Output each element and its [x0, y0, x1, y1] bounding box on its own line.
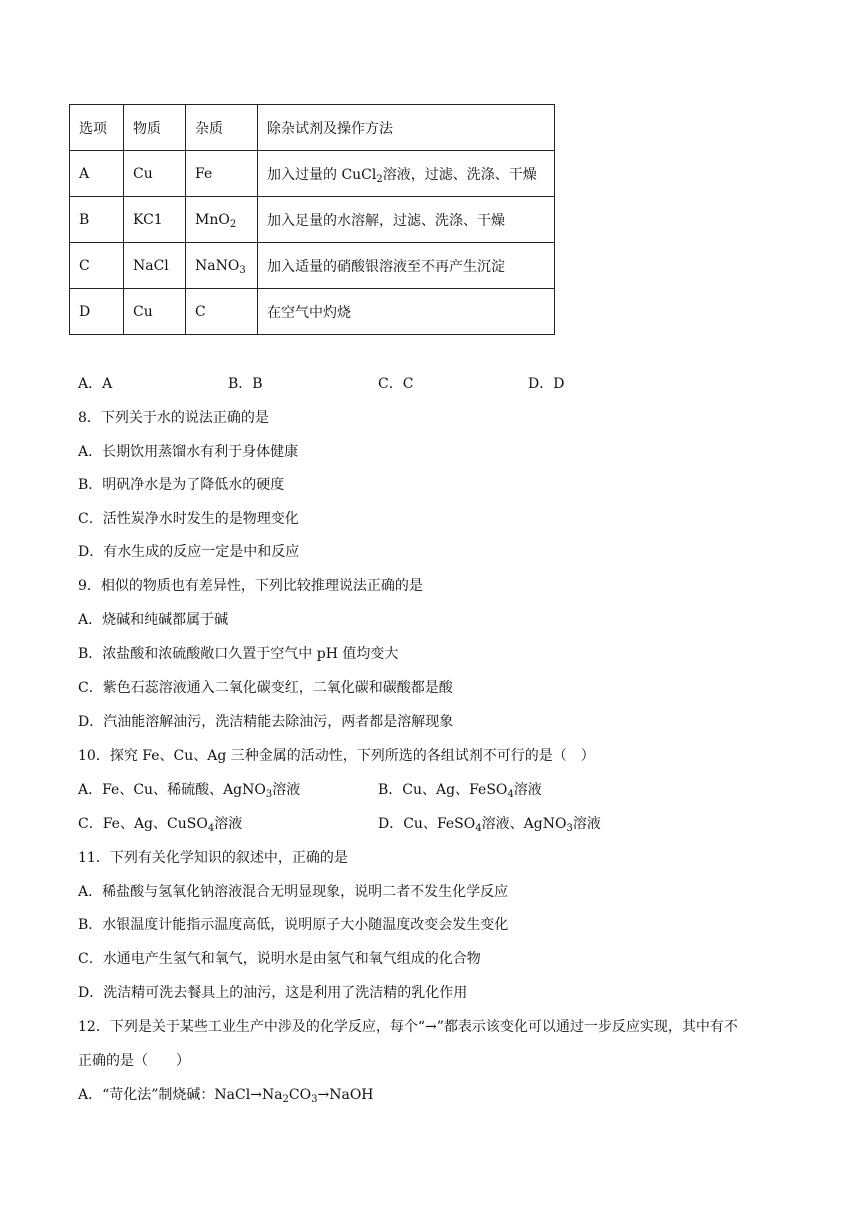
- subscript: 3: [566, 823, 573, 834]
- subscript: 4: [207, 823, 215, 834]
- q10-option-b: [378, 780, 542, 800]
- subscript: 4: [475, 823, 482, 834]
- q8-option-a: A．长期饮用蒸馏水有利于身体健康: [78, 444, 299, 460]
- cell-method: [258, 151, 555, 197]
- q7-option-d: D．D: [528, 376, 565, 392]
- q7-option-a: A．A: [78, 376, 113, 392]
- option-text: 溶液: [572, 816, 601, 832]
- method-text: 溶液，过滤、洗涤、干燥: [382, 166, 537, 183]
- cell-method: 加入足量的水溶解，过滤、洗涤、干燥: [258, 197, 555, 243]
- cell-impurity: [186, 197, 258, 243]
- table-row: [70, 151, 555, 197]
- cell-substance: Cu: [124, 289, 186, 335]
- option-text: 溶液: [272, 782, 301, 798]
- purification-options-table: [69, 104, 555, 335]
- header-impurity: 杂质: [186, 105, 258, 151]
- option-text: A．Fe、Cu、稀硫酸、AgNO: [78, 782, 266, 798]
- q11-option-c: C．水通电产生氢气和氧气，说明水是由氢气和氧气组成的化合物: [78, 951, 481, 967]
- table-row: [70, 197, 555, 243]
- table-row: [70, 243, 555, 289]
- subscript: 3: [265, 789, 273, 800]
- cell-impurity: Fe: [186, 151, 258, 197]
- cell-option: C: [70, 243, 124, 289]
- cell-option: B: [70, 197, 124, 243]
- option-text: →NaOH: [317, 1087, 374, 1103]
- q7-option-b: B．B: [228, 376, 263, 392]
- q7-option-c: C．C: [378, 376, 414, 392]
- q9-stem: 9．相似的物质也有差异性，下列比较推理说法正确的是: [78, 578, 423, 594]
- q11-option-d: D．洗洁精可洗去餐具上的油污，这是利用了洗洁精的乳化作用: [78, 985, 468, 1001]
- cell-method: 加入适量的硝酸银溶液至不再产生沉淀: [258, 243, 555, 289]
- option-text: B．Cu、Ag、FeSO: [378, 782, 508, 798]
- q9-option-b: B．浓盐酸和浓硫酸敞口久置于空气中 pH 值均变大: [78, 646, 399, 662]
- subscript: 2: [376, 173, 383, 185]
- q11-stem: 11．下列有关化学知识的叙述中，正确的是: [78, 850, 348, 866]
- q9-option-a: A．烧碱和纯碱都属于碱: [78, 612, 229, 628]
- subscript: 2: [229, 218, 237, 230]
- option-text: A．“苛化法”制烧碱：NaCl→Na: [78, 1087, 283, 1103]
- q10-stem: 10．探究 Fe、Cu、Ag 三种金属的活动性，下列所选的各组试剂不可行的是（ ）: [78, 748, 595, 764]
- table-row: [70, 289, 555, 335]
- q8-option-c: C．活性炭净水时发生的是物理变化: [78, 511, 299, 527]
- method-text: 加入过量的 CuCl: [267, 166, 377, 183]
- q10-option-c: [78, 814, 242, 834]
- cell-method: 在空气中灼烧: [258, 289, 555, 335]
- q8-option-d: D．有水生成的反应一定是中和反应: [78, 544, 300, 560]
- cell-substance: Cu: [124, 151, 186, 197]
- cell-impurity: [186, 243, 258, 289]
- subscript: 4: [507, 789, 514, 800]
- impurity-text: MnO: [195, 211, 230, 228]
- q9-option-c: C．紫色石蕊溶液通入二氧化碳变红，二氧化碳和碳酸都是酸: [78, 680, 453, 696]
- header-option: 选项: [70, 105, 124, 151]
- cell-option: D: [70, 289, 124, 335]
- option-text: CO: [288, 1087, 312, 1103]
- q8-stem: 8．下列关于水的说法正确的是: [78, 410, 269, 426]
- option-text: 溶液、AgNO: [481, 816, 567, 832]
- q12-stem-line1: 12．下列是关于某些工业生产中涉及的化学反应，每个“→”都表示该变化可以通过一步反应实现，其中有不: [78, 1019, 738, 1035]
- table-header-row: [70, 105, 555, 151]
- q8-option-b: B．明矾净水是为了降低水的硬度: [78, 477, 285, 493]
- q10-option-a: [78, 780, 300, 800]
- option-text: D．Cu、FeSO: [378, 816, 476, 832]
- cell-substance: KC1: [124, 197, 186, 243]
- cell-option: A: [70, 151, 124, 197]
- cell-substance: NaCl: [124, 243, 186, 289]
- option-text: C．Fe、Ag、CuSO: [78, 816, 208, 832]
- q11-option-b: B．水银温度计能指示温度高低，说明原子大小随温度改变会发生变化: [78, 917, 509, 933]
- subscript: 2: [282, 1094, 289, 1105]
- q10-option-d: [378, 814, 601, 834]
- impurity-text: NaNO: [195, 257, 240, 274]
- subscript: 3: [239, 264, 246, 276]
- header-method: 除杂试剂及操作方法: [258, 105, 555, 151]
- subscript: 3: [311, 1094, 318, 1105]
- q11-option-a: A．稀盐酸与氢氧化钠溶液混合无明显现象，说明二者不发生化学反应: [78, 884, 509, 900]
- q12-option-a: [78, 1085, 374, 1105]
- option-text: 溶液: [513, 782, 542, 798]
- cell-impurity: C: [186, 289, 258, 335]
- header-substance: 物质: [124, 105, 186, 151]
- q12-stem-line2: 正确的是（ ）: [78, 1053, 190, 1069]
- q9-option-d: D．汽油能溶解油污，洗洁精能去除油污，两者都是溶解现象: [78, 714, 454, 730]
- option-text: 溶液: [214, 816, 243, 832]
